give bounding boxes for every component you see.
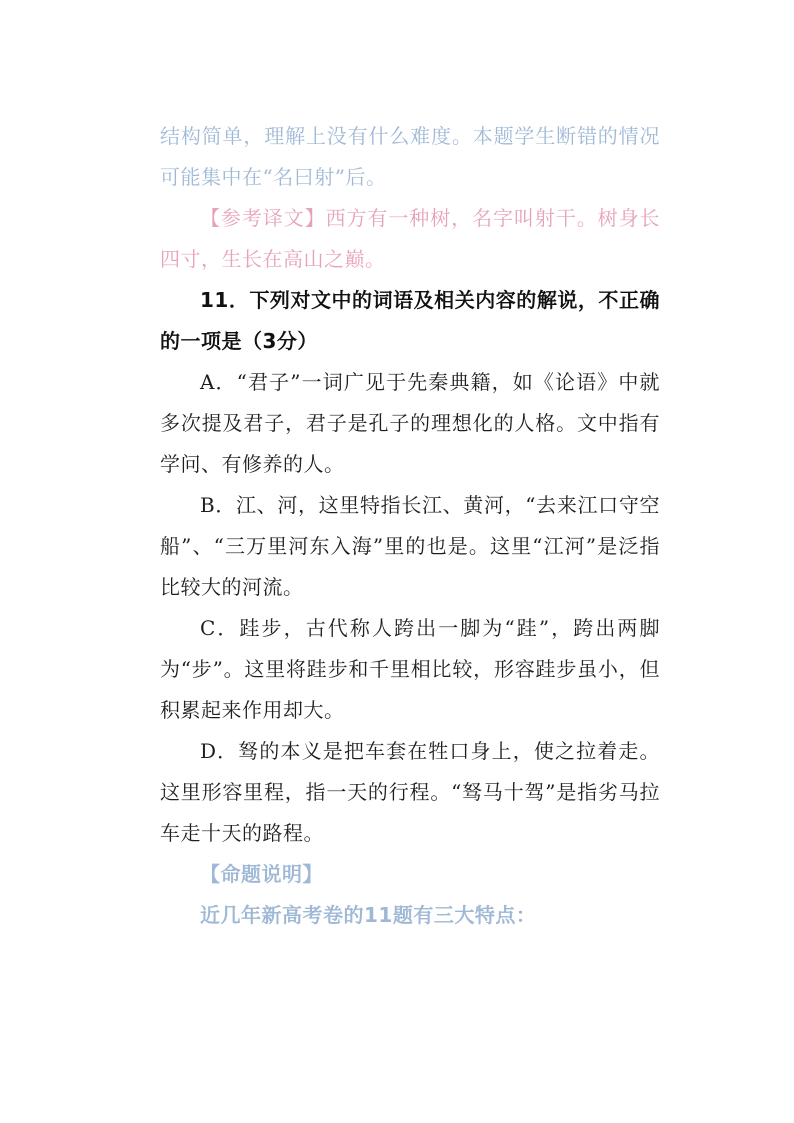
proposition-note-heading: 【命题说明】 xyxy=(200,862,323,886)
option-c: C．跬步，古代称人跨出一脚为“跬”，跨出两脚为“步”。这里将跬步和千里相比较，形容跬步虽小，但积累起来作用却大。 xyxy=(160,616,660,722)
explanation-tail: 结构简单，理解上没有什么难度。本题学生断错的情况可能集中在“名曰射”后。 xyxy=(160,124,660,189)
document-body xyxy=(160,116,660,936)
option-b: B．江、河，这里特指长江、黄河，“去来江口守空船”、“三万里河东入海”里的也是。这里“江河”是泛指比较大的河流。 xyxy=(160,493,660,599)
option-d: D．驽的本义是把车套在牲口身上，使之拉着走。这里形容里程，指一天的行程。“驽马十驾”是指劣马拉车走十天的路程。 xyxy=(160,739,660,845)
option-a: A．“君子”一词广见于先秦典籍，如《论语》中就多次提及君子，君子是孔子的理想化的人格。文中指有学问、有修养的人。 xyxy=(160,370,660,476)
reference-translation: 【参考译文】西方有一种树，名字叫射干。树身长四寸，生长在高山之巅。 xyxy=(160,206,660,271)
question-stem: 11．下列对文中的词语及相关内容的解说，不正确的一项是（3分） xyxy=(160,288,660,353)
proposition-note-intro: 近几年新高考卷的11题有三大特点： xyxy=(200,903,537,927)
